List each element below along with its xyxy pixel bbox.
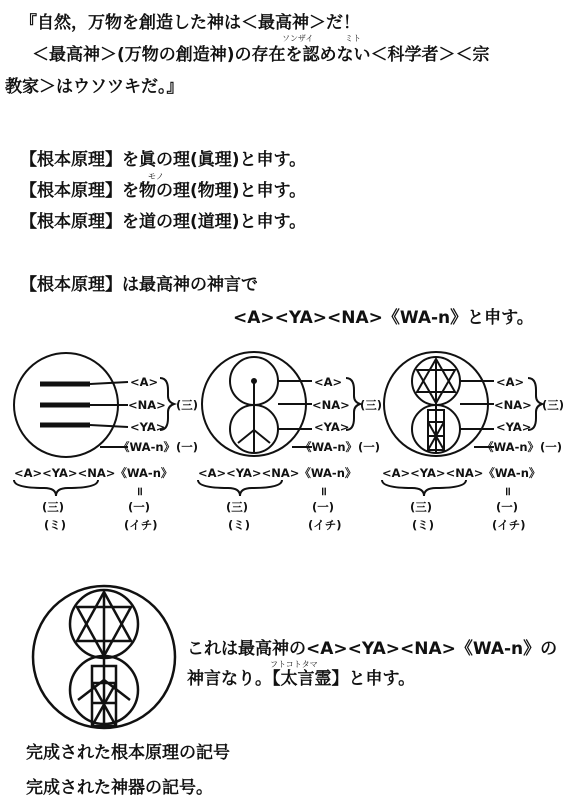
label-ichi-1: (一) [176, 440, 199, 454]
equals-3: ॥ [504, 484, 511, 498]
san-2: (三) [226, 500, 249, 514]
label-wan-3: 《WA-n》 [482, 440, 540, 454]
label-san-2: (三) [360, 398, 383, 412]
principle-line-2: 【根本原理】を物の理(物理)と申す。 [20, 181, 307, 201]
label-ya-3: <YA> [496, 420, 532, 434]
ruby-sonzai: ソンザイ [282, 34, 314, 43]
san-3: (三) [410, 500, 433, 514]
equals-1: ॥ [136, 484, 143, 498]
san-kana-2: (ミ) [228, 518, 251, 532]
kotoba-line-1: 【根本原理】は最高神の神言で [20, 275, 258, 295]
principle-line-3: 【根本原理】を道の理(道理)と申す。 [20, 212, 307, 232]
label-na-2: <NA> [312, 398, 350, 412]
footer-line-1: 完成された根本原理の記号 [26, 743, 230, 763]
underbrace-1 [14, 480, 98, 496]
diagrams-svg [0, 350, 581, 610]
label-a-1: <A> [130, 375, 159, 389]
ichi-kana-2: (イチ) [308, 518, 342, 532]
equals-2: ॥ [320, 484, 327, 498]
san-kana-1: (ミ) [44, 518, 67, 532]
ichi-1: (一) [128, 500, 151, 514]
label-na-1: <NA> [128, 398, 166, 412]
ichi-3: (一) [496, 500, 519, 514]
intro-line-3: 教家＞はウソツキだ。』 [5, 77, 184, 97]
caption-seq-1: <A><YA><NA>《WA-n》 [14, 466, 173, 480]
label-ichi-3: (一) [540, 440, 563, 454]
ichi-kana-1: (イチ) [124, 518, 158, 532]
ichi-kana-3: (イチ) [492, 518, 526, 532]
label-ichi-2: (一) [358, 440, 381, 454]
label-na-3: <NA> [494, 398, 532, 412]
label-a-3: <A> [496, 375, 525, 389]
underbrace-3 [382, 480, 466, 496]
label-san-1: (三) [176, 398, 199, 412]
principle-line-1: 【根本原理】を眞の理(眞理)と申す。 [20, 150, 307, 170]
final-text-2: 神言なり。【太言霊】と申す。 [187, 669, 416, 689]
label-a-2: <A> [314, 375, 343, 389]
san-kana-3: (ミ) [412, 518, 435, 532]
ruby-mono: モノ [148, 172, 164, 181]
caption-seq-2: <A><YA><NA>《WA-n》 [198, 466, 357, 480]
ruby-mito: ミト [345, 34, 361, 43]
kotoba-line-2: <A><YA><NA>《WA-n》と申す。 [233, 308, 534, 328]
ichi-2: (一) [312, 500, 335, 514]
footer-line-2: 完成された神器の記号。 [26, 778, 213, 798]
label-wan-2: 《WA-n》 [300, 440, 358, 454]
underbrace-2 [198, 480, 282, 496]
caption-seq-3: <A><YA><NA>《WA-n》 [382, 466, 541, 480]
final-text-1: これは最高神の<A><YA><NA>《WA-n》の [187, 639, 558, 659]
intro-line-2: ＜最高神＞(万物の創造神)の存在を認めない＜科学者＞＜宗 [32, 45, 490, 65]
label-ya-1: <YA> [130, 420, 166, 434]
label-wan-1: 《WA-n》 [118, 440, 176, 454]
label-ya-2: <YA> [314, 420, 350, 434]
label-san-3: (三) [542, 398, 565, 412]
intro-line-1: 『自然，万物を創造した神は＜最高神＞だ！ [20, 13, 360, 33]
san-1: (三) [42, 500, 65, 514]
ruby-futo: フトコトタマ [270, 660, 318, 669]
